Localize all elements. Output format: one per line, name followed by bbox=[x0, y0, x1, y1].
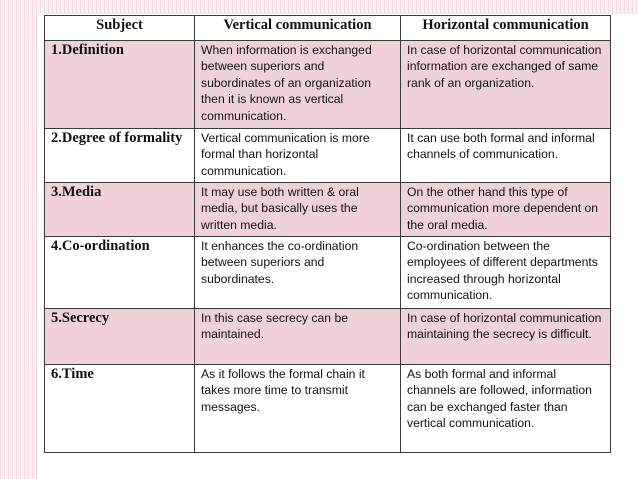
header-vertical: Vertical communication bbox=[195, 16, 401, 41]
table-row-media bbox=[45, 183, 611, 237]
decorative-top-stripe bbox=[0, 0, 638, 14]
comparison-table bbox=[44, 15, 611, 453]
vertical-cell: As it follows the formal chain it takes more time to transmit messages. bbox=[195, 365, 401, 453]
header-subject: Subject bbox=[45, 16, 195, 41]
subject-cell: 2.Degree of formality bbox=[45, 129, 195, 183]
table-row-secrecy bbox=[45, 309, 611, 365]
subject-cell: 5.Secrecy bbox=[45, 309, 195, 365]
header-horizontal: Horizontal communication bbox=[401, 16, 611, 41]
vertical-cell: In this case secrecy can be maintained. bbox=[195, 309, 401, 365]
horizontal-cell: In case of horizontal communication maintaining the secrecy is difficult. bbox=[401, 309, 611, 365]
table-row-definition bbox=[45, 41, 611, 129]
horizontal-cell: Co-ordination between the employees of different departments increased through horizontal communication. bbox=[401, 237, 611, 309]
table-row-formality bbox=[45, 129, 611, 183]
subject-cell: 1.Definition bbox=[45, 41, 195, 129]
table-row-coordination bbox=[45, 237, 611, 309]
vertical-cell: Vertical communication is more formal than horizontal communication. bbox=[195, 129, 401, 183]
subject-cell: 3.Media bbox=[45, 183, 195, 237]
horizontal-cell: On the other hand this type of communication more dependent on the oral media. bbox=[401, 183, 611, 237]
vertical-cell: It enhances the co-ordination between superiors and subordinates. bbox=[195, 237, 401, 309]
vertical-cell: It may use both written & oral media, but basically uses the written media. bbox=[195, 183, 401, 237]
vertical-cell: When information is exchanged between superiors and subordinates of an organization then it is known as vertical communication. bbox=[195, 41, 401, 129]
horizontal-cell: It can use both formal and informal channels of communication. bbox=[401, 129, 611, 183]
horizontal-cell: In case of horizontal communication information are exchanged of same rank of an organization. bbox=[401, 41, 611, 129]
subject-cell: 4.Co-ordination bbox=[45, 237, 195, 309]
subject-cell: 6.Time bbox=[45, 365, 195, 453]
decorative-left-stripe bbox=[0, 0, 38, 479]
table-row-time bbox=[45, 365, 611, 453]
horizontal-cell: As both formal and informal channels are followed, information can be exchanged faster than vertical communication. bbox=[401, 365, 611, 453]
table-header-row bbox=[45, 16, 611, 41]
